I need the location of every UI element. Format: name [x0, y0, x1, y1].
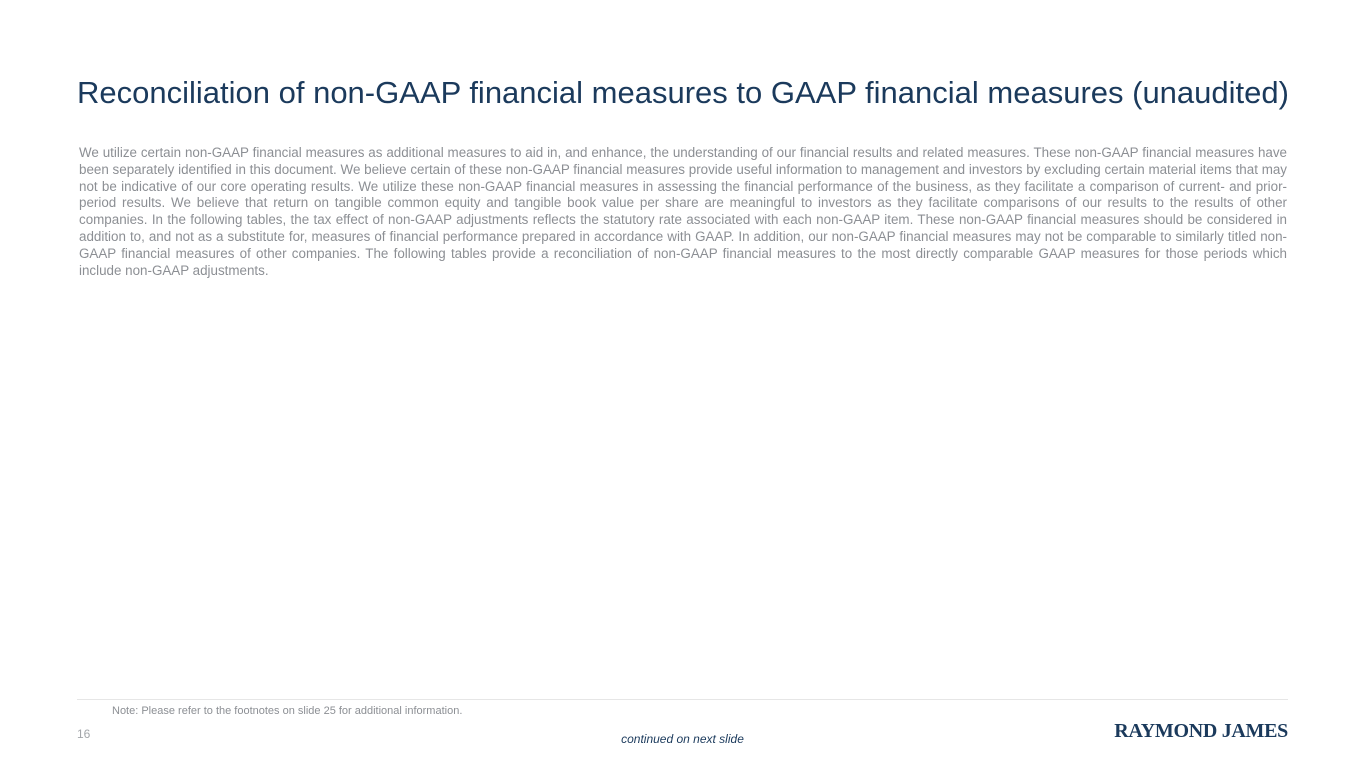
footer-divider [77, 699, 1288, 700]
slide-title: Reconciliation of non-GAAP financial measures to GAAP financial measures (unaudited) [77, 75, 1289, 110]
footnote: Note: Please refer to the footnotes on slide 25 for additional information. [112, 705, 463, 717]
body-paragraph: We utilize certain non-GAAP financial measures as additional measures to aid in, and enhance, the understanding of our financial results and related measures. These non-GAAP financial measures have been separately identified in this document. We believe certain of these non-GAAP financial measures provide useful information to management and investors by excluding certain material items that may not be indicative of our core operating results. We utilize these non-GAAP financial measures in assessing the financial performance of the business, as they facilitate a comparison of current- and prior-period results. We believe that return on tangible common equity and tangible book value per share are meaningful to investors as they facilitate comparisons of our results to the results of other companies. In the following tables, the tax effect of non-GAAP adjustments reflects the statutory rate associated with each non-GAAP item. These non-GAAP financial measures should be considered in addition to, and not as a substitute for, measures of financial performance prepared in accordance with GAAP. In addition, our non-GAAP financial measures may not be comparable to similarly titled non-GAAP financial measures of other companies. The following tables provide a reconciliation of non-GAAP financial measures to the most directly comparable GAAP measures for those periods which include non-GAAP adjustments. [79, 145, 1287, 278]
raymond-james-logo: RAYMOND JAMES [1114, 720, 1288, 742]
page-number: 16 [77, 727, 91, 741]
continued-note: continued on next slide [621, 732, 744, 746]
